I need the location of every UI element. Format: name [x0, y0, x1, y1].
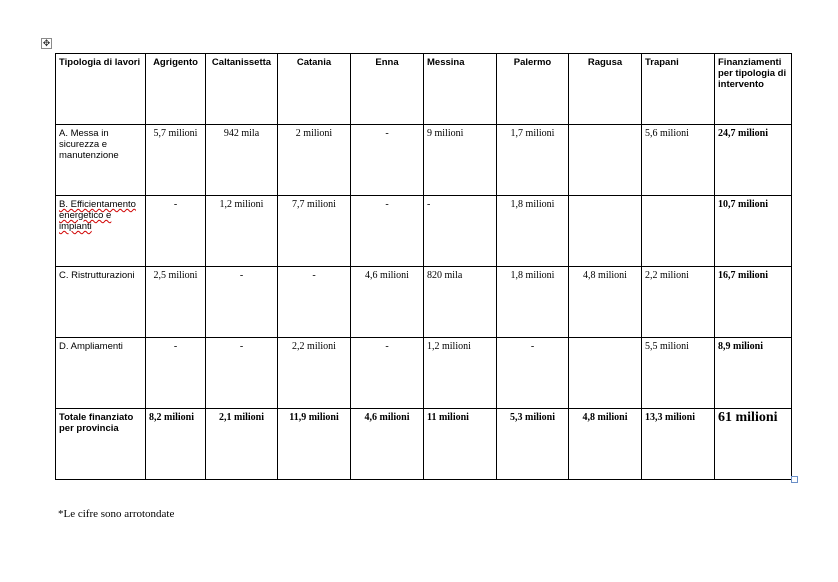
header-cell: Enna: [351, 54, 424, 125]
table-cell: 942 mila: [206, 125, 278, 196]
table-cell: -: [351, 125, 424, 196]
table-cell: -: [278, 267, 351, 338]
spellcheck-word: B. Efficientamento energetico e impianti: [59, 199, 136, 232]
table-row: [56, 338, 792, 409]
table-cell: 4,8 milioni: [569, 267, 642, 338]
table-cell: [569, 196, 642, 267]
table-cell: 4,6 milioni: [351, 409, 424, 480]
table-row: [56, 125, 792, 196]
table-cell: [569, 125, 642, 196]
table-cell: 1,8 milioni: [497, 196, 569, 267]
table-cell: 1,8 milioni: [497, 267, 569, 338]
table-cell: -: [206, 267, 278, 338]
header-row: [56, 54, 792, 125]
header-cell: Catania: [278, 54, 351, 125]
header-cell: Tipologia di lavori: [56, 54, 146, 125]
table-cell: -: [351, 196, 424, 267]
table-cell: 10,7 milioni: [715, 196, 792, 267]
table-cell: 5,6 milioni: [642, 125, 715, 196]
table-cell: 2,1 milioni: [206, 409, 278, 480]
table-cell: 2,2 milioni: [278, 338, 351, 409]
table-row: [56, 267, 792, 338]
table-resize-handle[interactable]: [791, 476, 798, 483]
header-cell: Trapani: [642, 54, 715, 125]
table-cell: 2 milioni: [278, 125, 351, 196]
row-label: Totale finanziato per provincia: [56, 409, 146, 480]
table-cell: 24,7 milioni: [715, 125, 792, 196]
table-cell: 8,9 milioni: [715, 338, 792, 409]
header-cell: Agrigento: [146, 54, 206, 125]
table-cell: 5,5 milioni: [642, 338, 715, 409]
table-cell: 1,7 milioni: [497, 125, 569, 196]
table-cell: 16,7 milioni: [715, 267, 792, 338]
table-row: [56, 196, 792, 267]
footnote: *Le cifre sono arrotondate: [58, 508, 175, 520]
table-cell: -: [351, 338, 424, 409]
table-cell: 5,3 milioni: [497, 409, 569, 480]
table-cell: -: [206, 338, 278, 409]
table-cell: 13,3 milioni: [642, 409, 715, 480]
row-label: [56, 196, 146, 267]
table-cell: 11 milioni: [424, 409, 497, 480]
table-cell: -: [146, 338, 206, 409]
table-cell: [569, 338, 642, 409]
total-row: [56, 409, 792, 480]
table-cell: -: [424, 196, 497, 267]
header-cell: Palermo: [497, 54, 569, 125]
table-cell: 11,9 milioni: [278, 409, 351, 480]
table-cell: 2,5 milioni: [146, 267, 206, 338]
table-cell: 1,2 milioni: [206, 196, 278, 267]
table-cell: 4,6 milioni: [351, 267, 424, 338]
table-cell: [642, 196, 715, 267]
grand-total: 61 milioni: [715, 409, 792, 480]
row-label: D. Ampliamenti: [56, 338, 146, 409]
header-cell: Messina: [424, 54, 497, 125]
table-cell: -: [497, 338, 569, 409]
header-cell: Ragusa: [569, 54, 642, 125]
row-label: A. Messa in sicurezza e manutenzione: [56, 125, 146, 196]
table-move-handle[interactable]: ✥: [42, 38, 51, 48]
table-cell: 8,2 milioni: [146, 409, 206, 480]
table-cell: -: [146, 196, 206, 267]
row-label: C. Ristrutturazioni: [56, 267, 146, 338]
table-cell: 820 mila: [424, 267, 497, 338]
table-cell: 7,7 milioni: [278, 196, 351, 267]
table-cell: 2,2 milioni: [642, 267, 715, 338]
table-cell: 9 milioni: [424, 125, 497, 196]
header-cell: Finanziamenti per tipologia di intervento: [715, 54, 792, 125]
table-cell: 4,8 milioni: [569, 409, 642, 480]
table-cell: 1,2 milioni: [424, 338, 497, 409]
table-cell: 5,7 milioni: [146, 125, 206, 196]
funding-table: [55, 53, 792, 480]
header-cell: Caltanissetta: [206, 54, 278, 125]
